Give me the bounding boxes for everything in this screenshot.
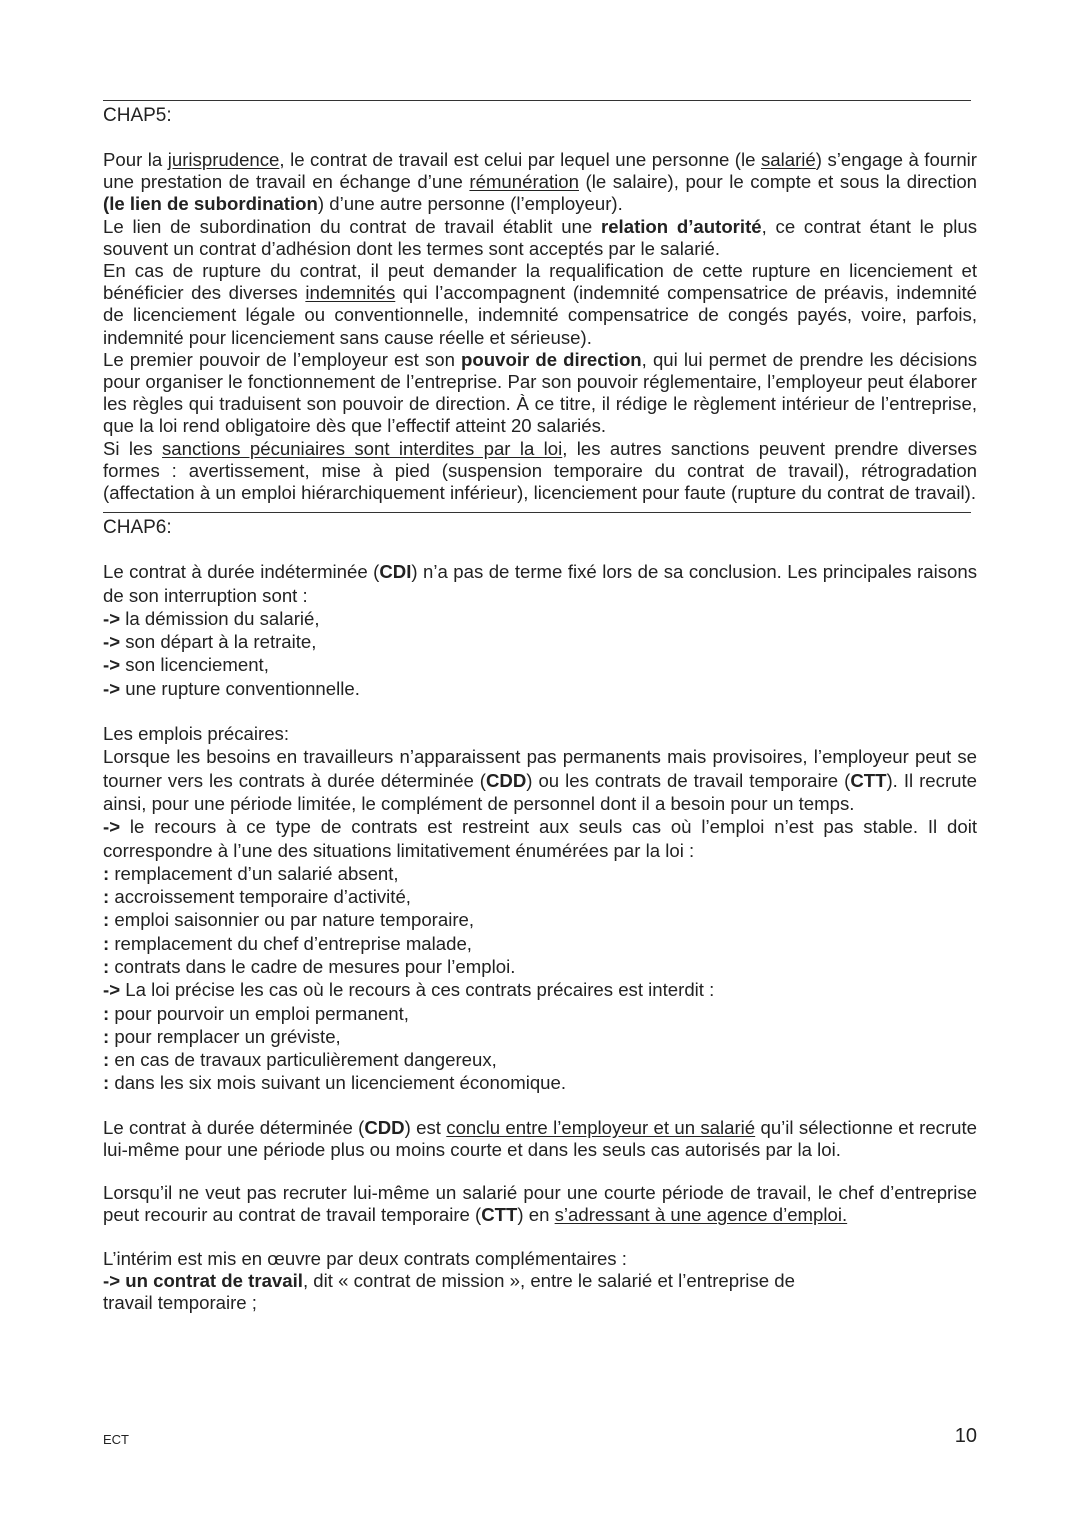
list-item: -> son licenciement,	[103, 654, 269, 676]
ctt-paragraph: Lorsqu’il ne veut pas recruter lui-même un salarié pour une courte période de travail, le chef d’entreprise peut recourir au contrat de travail temporaire (CTT) en s’adressant à une agence d’emploi.	[103, 1182, 977, 1226]
cdd-paragraph: Le contrat à durée déterminée (CDD) est conclu entre l’employeur et un salarié qu’il sélectionne et recrute lui-même pour une période plus ou moins courte et dans les seuls cas autorisés par la loi.	[103, 1116, 978, 1160]
document-page	[103, 100, 977, 1314]
list-item: -> La loi précise les cas où le recours à ces contrats précaires est interdit :	[103, 979, 715, 1001]
list-item: : remplacement d’un salarié absent,	[103, 862, 399, 884]
list-item: -> une rupture conventionnelle.	[103, 677, 360, 699]
list-item: : emploi saisonnier ou par nature temporaire,	[103, 909, 475, 931]
interim-paragraph: L’intérim est mis en œuvre par deux contrats complémentaires : -> un contrat de travail, dit « contrat de mission », entre le salarié et l’entreprise de travail temporaire ;	[103, 1247, 795, 1313]
list-item: : dans les six mois suivant un licenciement économique.	[103, 1072, 567, 1094]
footer-label: ECT	[103, 1432, 129, 1447]
page-number: 10	[954, 1425, 977, 1447]
list-item: -> son départ à la retraite,	[103, 631, 317, 653]
chapter-6-title: CHAP6:	[103, 517, 172, 539]
precaires-title: Les emplois précaires:	[103, 723, 290, 745]
list-item: : pour remplacer un gréviste,	[103, 1025, 341, 1047]
list-item: : accroissement temporaire d’activité,	[103, 886, 411, 908]
list-item: : remplacement du chef d’entreprise malade,	[103, 932, 472, 954]
underlined-agence: s’adressant à une agence d’emploi.	[554, 1204, 848, 1226]
divider-top	[103, 100, 971, 101]
precaires-paragraph: Lorsque les besoins en travailleurs n’apparaissent pas permanents mais provisoires, l’employeur peut se tourner vers les contrats à durée déterminée (CDD) ou les contrats de travail temporaire (CTT). Il recrute ainsi, pour une période limitée, le complément de personnel dont il a besoin pour un temps.	[103, 746, 977, 814]
recours-paragraph: -> le recours à ce type de contrats est restreint aux seuls cas où l’emploi n’est pas stable. Il doit correspondre à l’une des situations limitativement énumérées par la loi :	[103, 816, 977, 861]
cdi-paragraph: Le contrat à durée indéterminée (CDI) n’a pas de terme fixé lors de sa conclusion. Les principales raisons de son interruption sont :	[103, 561, 977, 606]
chapter-5-title: CHAP5:	[103, 105, 172, 126]
underlined-indemnites: indemnités	[305, 282, 396, 304]
link-jurisprudence: jurisprudence	[167, 149, 280, 170]
divider-chap6	[103, 512, 971, 513]
list-item: : pour pourvoir un emploi permanent,	[103, 1002, 409, 1024]
chap5-text: Pour la jurisprudence, le contrat de travail est celui par lequel une personne (le salarié) s’engage à fournir une prestation de travail en échange d’une rémunération (le salaire), pour le compte et sous la direction (le lien de subordination) d’une autre personne (l’employeur). Le lien de subordination du contrat de travail établit une relation d’autorité, ce contrat étant le plus souvent un contrat d’adhésion dont les termes sont acceptés par le salarié. En cas de rupture du contrat, il peut demander la requalification de cette rupture en licenciement et bénéficier des diverses indemnités qui l’accompagnent (indemnité compensatrice de préavis, indemnité de licenciement légale ou conventionnelle, indemnité compensatrice de congés payés, voire, parfois, indemnité pour licenciement sans cause réelle et sérieuse). Le premier pouvoir de l’employeur est son pouvoir de direction, qui lui permet de prendre les décisions pour organiser le fonctionnement de l’entreprise. Par son pouvoir réglementaire, l’employeur peut élaborer les règles qui traduisent son pouvoir de direction. À ce titre, il rédige le règlement intérieur de l’entreprise, que la loi rend obligatoire dès que l’effectif atteint 20 salariés. Si les sanctions pécuniaires sont interdites par la loi, les autres sanctions peuvent prendre diverses formes : avertissement, mise à pied (suspension temporaire du contrat de travail), rétrogradation (affectation à un emploi hiérarchiquement inférieur), licenciement pour faute (rupture du contrat de travail).	[103, 149, 978, 504]
underlined-salarie: salarié	[760, 149, 816, 170]
cases-list	[103, 862, 977, 1095]
underlined-conclu: conclu entre l’employeur et un salarié	[446, 1116, 756, 1138]
list-item: : contrats dans le cadre de mesures pour l’emploi.	[103, 956, 516, 977]
list-item: : en cas de travaux particulièrement dangereux,	[103, 1049, 497, 1071]
cdi-list	[103, 607, 977, 700]
list-item: -> la démission du salarié,	[103, 607, 320, 629]
underlined-sanctions: sanctions pécuniaires sont interdites par la loi	[162, 437, 563, 459]
underlined-remuneration: rémunération	[469, 171, 579, 193]
